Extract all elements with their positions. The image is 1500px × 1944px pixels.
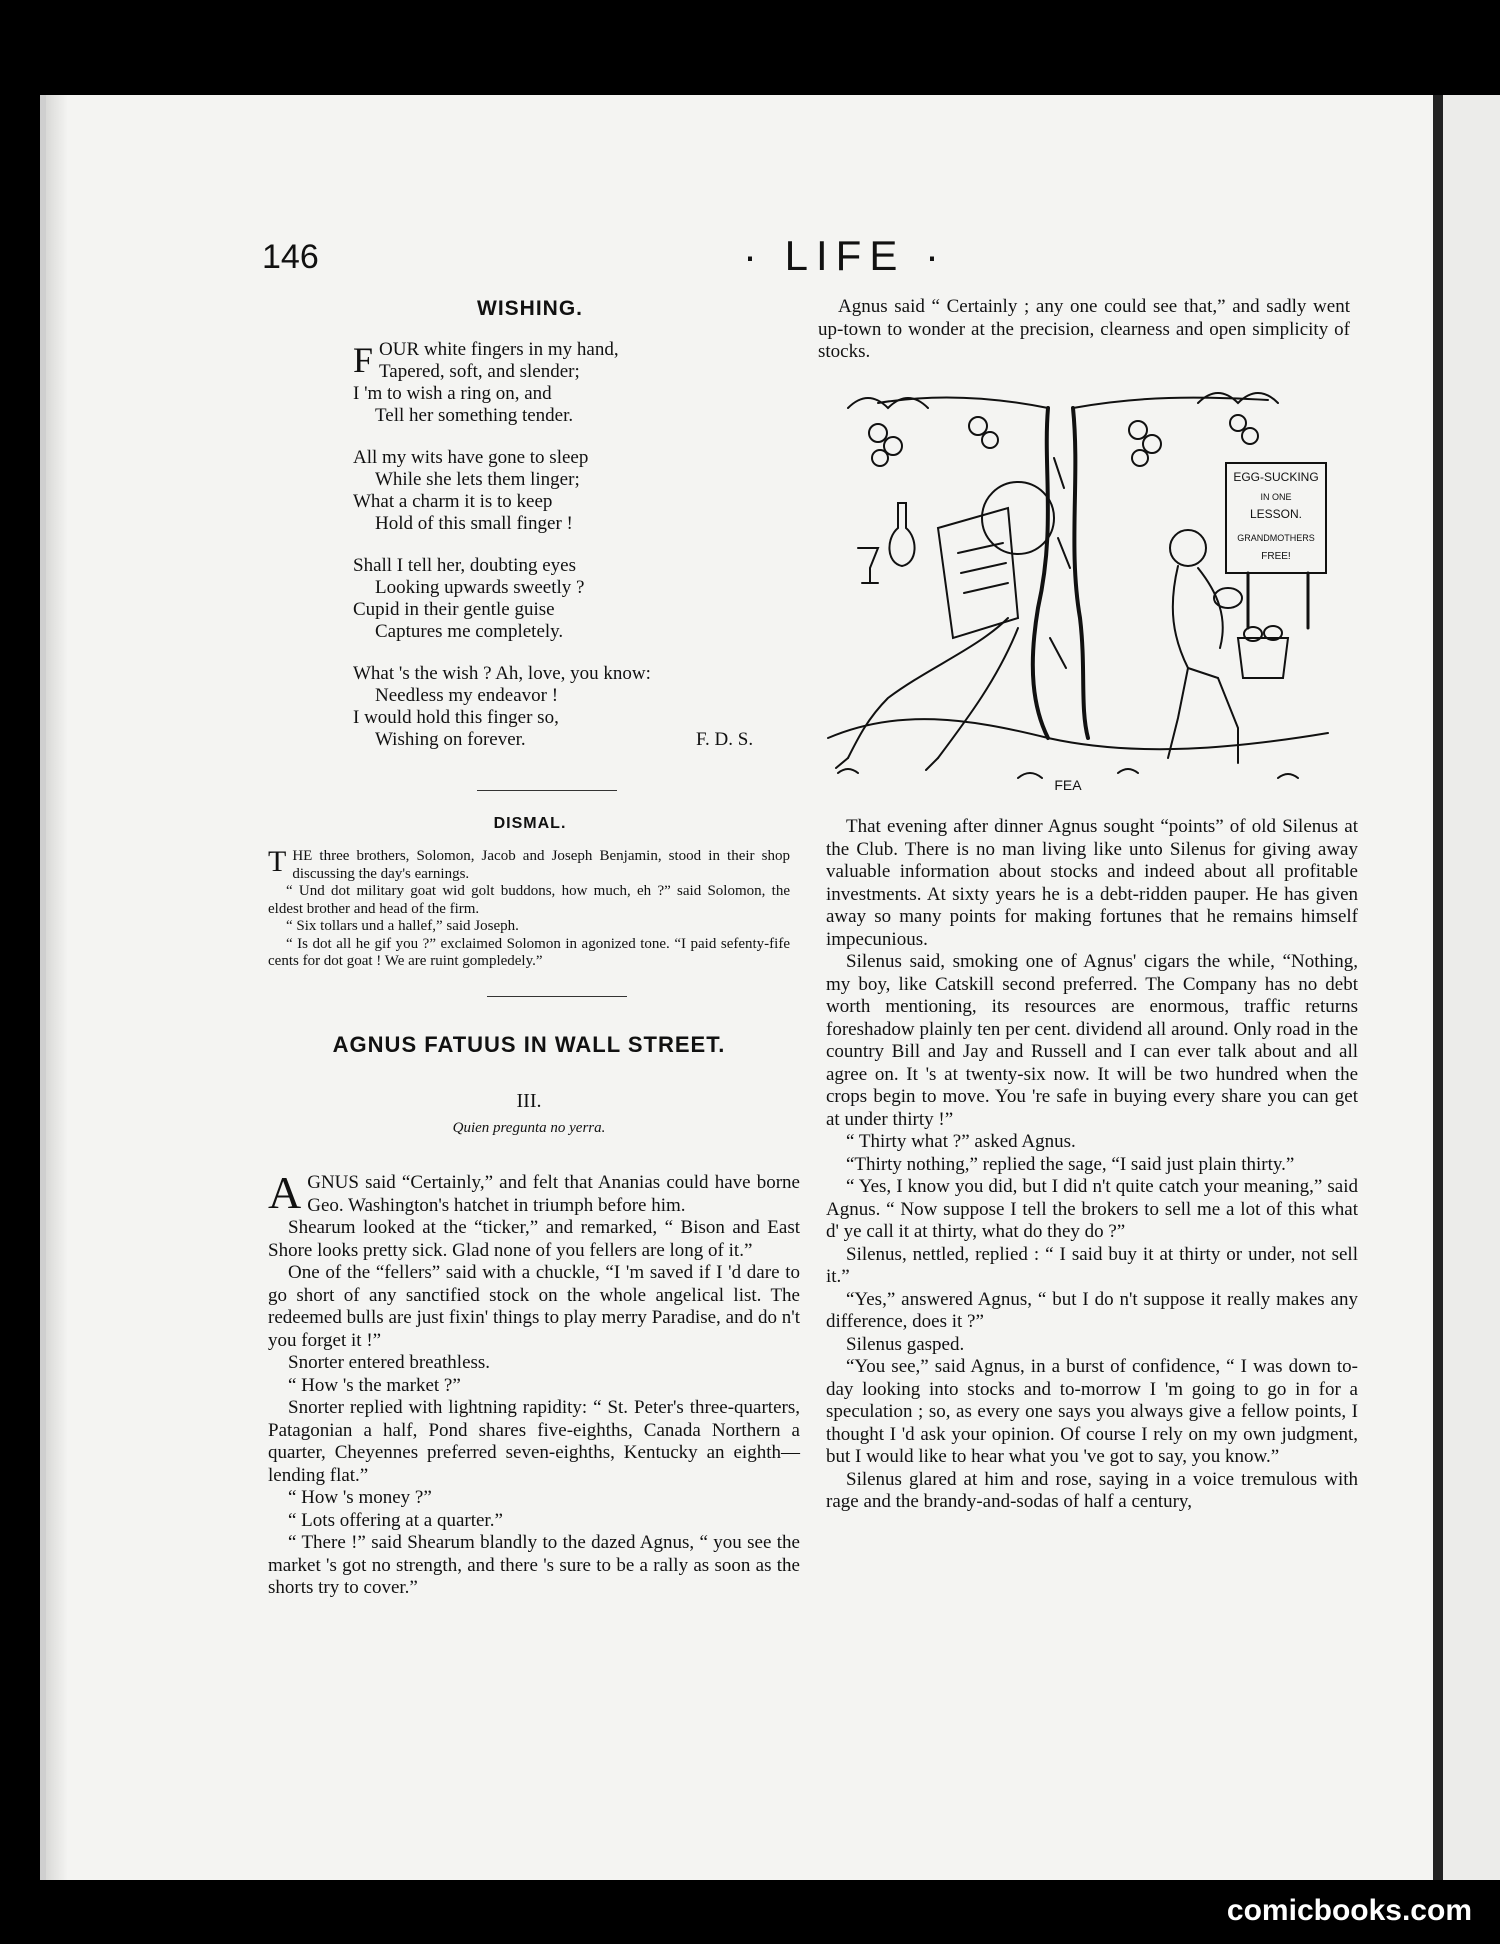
agnus-paragraph <box>268 1167 800 1218</box>
poem-line: Looking upwards sweetly ? <box>375 577 585 598</box>
poem-line: While she lets them linger; <box>375 469 580 490</box>
masthead-title: · LIFE · <box>742 232 947 279</box>
stanza-3 <box>353 555 763 643</box>
poem-line: What a charm it is to keep <box>353 491 553 512</box>
dismal-title: DISMAL. <box>493 815 567 832</box>
facing-page-edge <box>1443 95 1500 1880</box>
wishing-signature: F. D. S. <box>696 729 754 750</box>
agnus-paragraph: Silenus glared at him and rose, saying in a voice tremulous with rage and the brandy-and-sodas of half a century, <box>826 1468 1358 1512</box>
agnus-paragraph: Snorter entered breathless. <box>288 1352 491 1373</box>
dismal-paragraph: “ Und dot military goat wid golt buddons, how much, eh ?” said Solomon, the eldest brother and head of the firm. <box>268 883 790 917</box>
stanza-2 <box>353 447 763 535</box>
agnus-paragraph: One of the “fellers” said with a chuckle, “I 'm saved if I 'd dare to go short of any sanctified stock on the whole angelical list. The redeemed bulls are just fixin' things to play merry Paradise, and do n't you forget it !” <box>268 1262 800 1351</box>
agnus-paragraph: “You see,” said Agnus, in a burst of confidence, “ I was down to-day looking into stocks and to-morrow I 'm going to go in for a speculation ; so, as every one says you always give a fellow points, I thought I 'd ask your opinion. Of course I rely on my own judgment, but I would like to hear what you 've got to say, you know.” <box>826 1356 1358 1467</box>
artist-signature: FEA <box>1054 777 1082 793</box>
book-spine <box>1433 95 1443 1880</box>
sign-line-4: GRANDMOTHERS <box>1237 533 1315 543</box>
sign-line-5: FREE! <box>1261 551 1291 562</box>
agnus-right-column <box>826 816 1358 1514</box>
poem-line: What 's the wish ? Ah, love, you know: <box>353 663 651 684</box>
agnus-paragraph: Agnus said “ Certainly ; any one could see that,” and sadly went up-town to wonder at the precision, clearness and open simplicity of stocks. <box>818 296 1350 362</box>
dismal-paragraph: “ Is dot all he gif you ?” exclaimed Solomon in agonized tone. “I paid sefenty-fife cents for dot goat ! We are ruint gompledely.” <box>268 935 790 969</box>
stanza-1 <box>353 339 763 427</box>
agnus-paragraph: “ How 's the market ?” <box>288 1374 461 1396</box>
page-number: 146 <box>262 238 319 276</box>
dismal-paragraph: “ Six tollars und a hallef,” said Joseph. <box>286 918 519 934</box>
agnus-part: III. <box>516 1090 542 1112</box>
agnus-paragraph: That evening after dinner Agnus sought “points” of old Silenus at the Club. There is no man living like unto Silenus for giving away valuable information about stocks and indeed about all profitable investments. At sixty years he is a debt-ridden pauper. He has given away so many points for making fortunes that he remains himself impecunious. <box>826 816 1358 950</box>
sign-line-3: LESSON. <box>1249 507 1303 521</box>
dismal-dropcap: T <box>268 845 287 878</box>
sign-line-1: EGG-SUCKING <box>1233 470 1319 484</box>
agnus-paragraph: “ Yes, I know you did, but I did n't quite catch your meaning,” said Agnus. “ Now suppose I tell the brokers to sell me a lot of this what d' ye call it at thirty, what do they do ?” <box>826 1176 1358 1242</box>
dismal-paragraph <box>268 845 790 883</box>
poem-line: Tell her something tender. <box>375 405 574 426</box>
wishing-title: WISHING. <box>477 297 583 320</box>
agnus-paragraph: “Thirty nothing,” replied the sage, “I said just plain thirty.” <box>846 1153 1295 1175</box>
agnus-paragraph: Snorter replied with lightning rapidity: “ St. Peter's three-quarters, Patagonian a half, Pond shares five-eighths, Canada Northern a quarter, Cheyennes preferred seven-eighths, Kentucky an eighth—lending flat.” <box>268 1397 800 1486</box>
agnus-paragraph: “ How 's money ?” <box>288 1487 432 1508</box>
poem-line: Tapered, soft, and slender; <box>379 361 580 382</box>
poem-line: I would hold this finger so, <box>353 707 559 728</box>
poem-line: Hold of this small finger ! <box>375 513 573 534</box>
agnus-paragraph: Silenus gasped. <box>846 1333 965 1355</box>
dismal-first: HE three brothers, Solomon, Jacob and Joseph Benjamin, stood in their shop discussing the day's earnings. <box>292 848 790 882</box>
watermark: comicbooks.com <box>1226 1894 1472 1927</box>
cartoon-illustration <box>818 378 1340 798</box>
agnus-dropcap: A <box>268 1167 302 1218</box>
agnus-paragraph: “ There !” said Shearum blandly to the dazed Agnus, “ you see the market 's got no strength, and there 's sure to be a rally as soon as the shorts try to cover.” <box>268 1532 800 1598</box>
poem-line: I 'm to wish a ring on, and <box>353 383 552 404</box>
agnus-left-column <box>268 1167 800 1600</box>
poem-line: Shall I tell her, doubting eyes <box>353 555 576 576</box>
section-divider <box>477 790 617 791</box>
wishing-poem <box>353 339 763 771</box>
wishing-dropcap: F <box>353 340 374 380</box>
agnus-paragraph: “Yes,” answered Agnus, “ but I do n't suppose it really makes any difference, does it ?” <box>826 1288 1358 1332</box>
poem-line-text: Wishing on forever. <box>375 729 526 750</box>
agnus-paragraph: “ Lots offering at a quarter.” <box>288 1509 503 1531</box>
poem-line: Needless my endeavor ! <box>375 685 559 706</box>
masthead <box>0 232 1500 280</box>
agnus-paragraph: “ Thirty what ?” asked Agnus. <box>846 1131 1076 1152</box>
agnus-right-top <box>818 296 1350 364</box>
agnus-first: GNUS said “Certainly,” and felt that Ananias could have borne Geo. Washington's hatchet in triumph before him. <box>307 1172 800 1216</box>
poem-line: OUR white fingers in my hand, <box>379 339 619 360</box>
agnus-paragraph: Silenus said, smoking one of Agnus' cigars the while, “Nothing, my boy, like Catskill second preferred. The Company has no debt worth mentioning, its resources are enormous, traffic returns foreshadow plainly ten per cent. dividend all around. Only road in the country Bill and Jay and Russell and I can ever talk about and all agree on. It 's at twenty-six now. It will be two hundred when the crops begin to move. You 're safe in buying every share you can get at under thirty !” <box>826 951 1358 1130</box>
section-divider <box>487 996 627 997</box>
poem-line: All my wits have gone to sleep <box>353 447 589 468</box>
dismal-text <box>268 845 790 971</box>
page-gutter-shadow <box>46 95 68 1880</box>
sign-line-2: IN ONE <box>1260 492 1292 502</box>
agnus-paragraph: Silenus, nettled, replied : “ I said buy it at thirty or under, not sell it.” <box>826 1243 1358 1287</box>
agnus-paragraph: Shearum looked at the “ticker,” and remarked, “ Bison and East Shore looks pretty sick. Glad none of you fellers are long of it.” <box>268 1217 800 1261</box>
poem-line: Captures me completely. <box>375 621 564 642</box>
agnus-title: AGNUS FATUUS IN WALL STREET. <box>332 1032 726 1057</box>
agnus-motto: Quien pregunta no yerra. <box>452 1120 606 1136</box>
stanza-4 <box>353 663 763 751</box>
poem-line <box>353 729 763 751</box>
poem-line: Cupid in their gentle guise <box>353 599 555 620</box>
